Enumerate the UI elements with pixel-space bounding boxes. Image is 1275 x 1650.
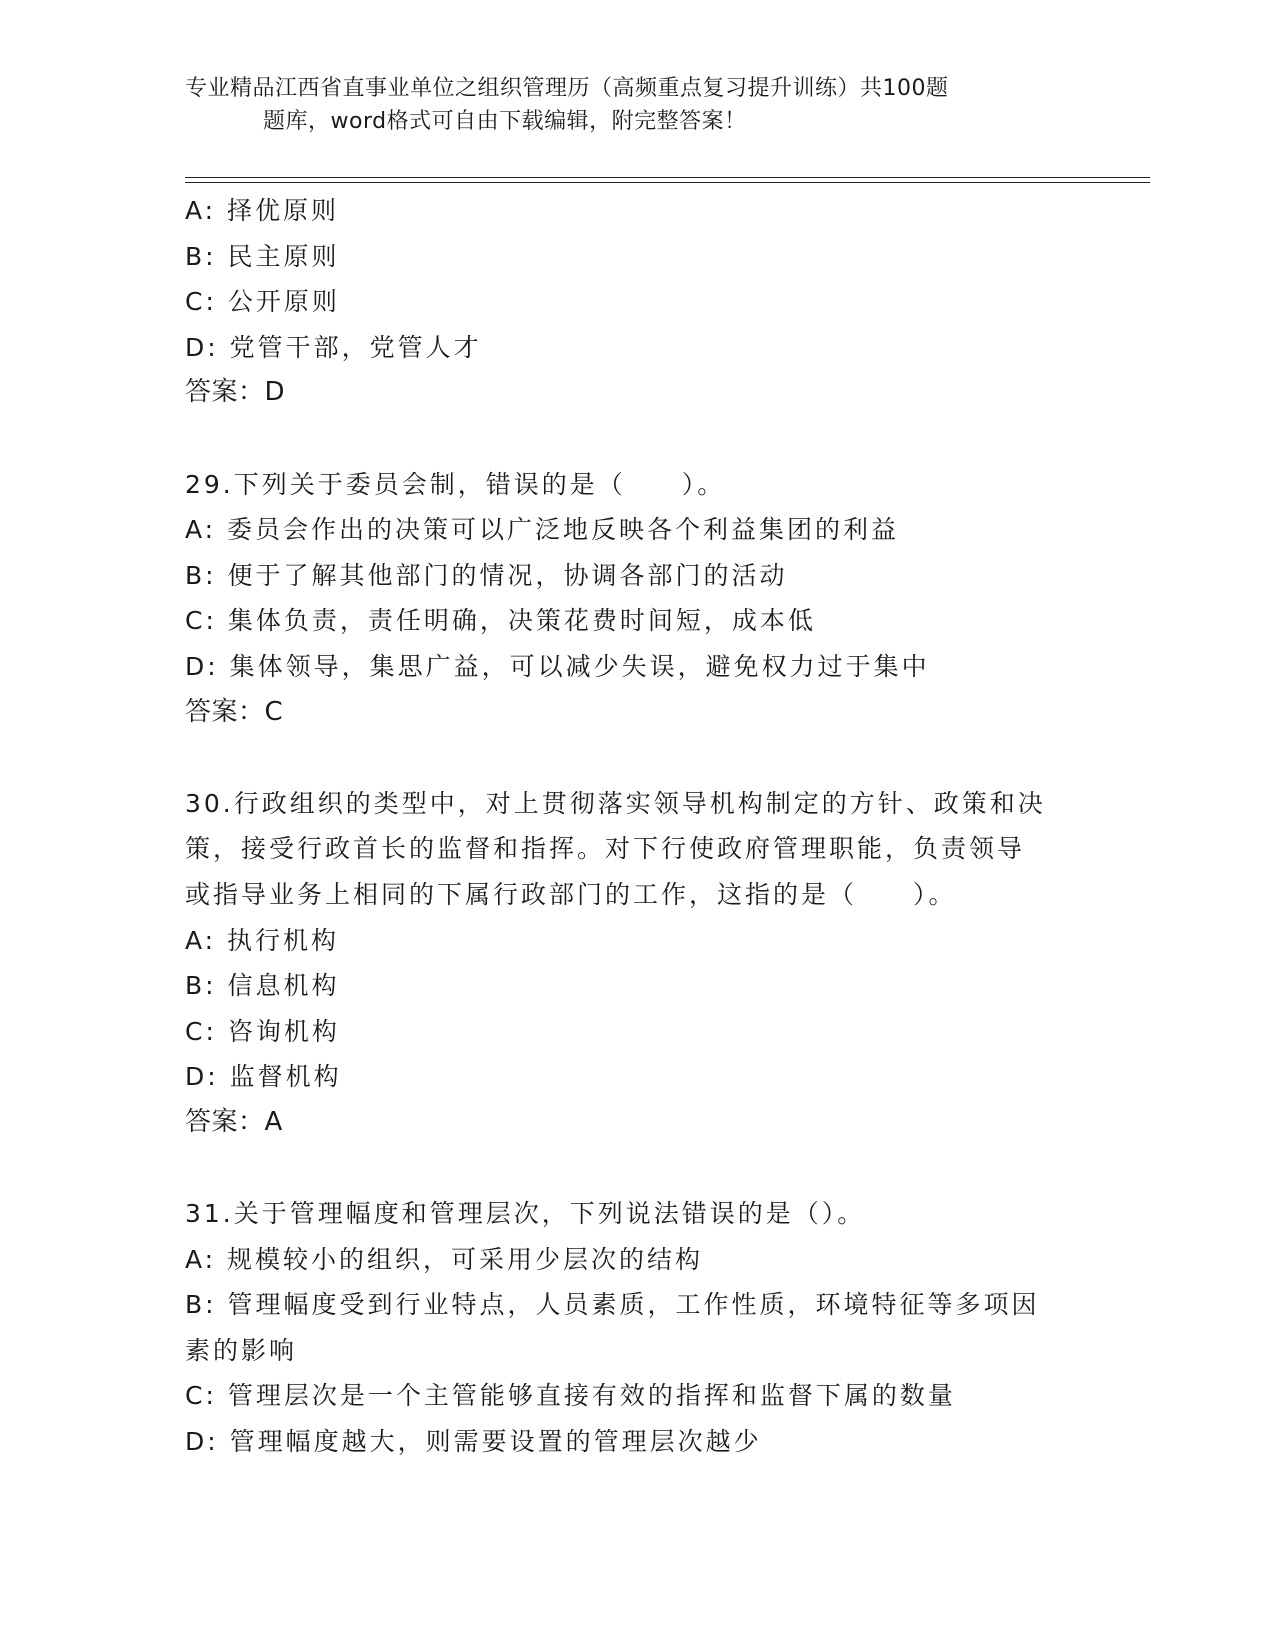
question-block-29 (185, 462, 1085, 736)
question-block-31 (185, 1191, 1085, 1465)
answer-line: 答案：D (185, 377, 286, 408)
header-title-line2: 题库，word格式可自由下载编辑，附完整答案！ (263, 109, 747, 134)
question-text: 31.关于管理幅度和管理层次，下列说法错误的是（）。 (185, 1199, 866, 1229)
answer-line: 答案：C (185, 696, 284, 727)
spacer (185, 1145, 1085, 1191)
option-c: C: 咨询机构 (185, 1016, 340, 1046)
spacer (185, 416, 1085, 462)
question-block-30 (185, 781, 1085, 1146)
option-b: B: 信息机构 (185, 971, 340, 1001)
option-a: A: 择优原则 (185, 196, 340, 225)
option-b: B: 管理幅度受到行业特点，人员素质，工作性质，环境特征等多项因 (185, 1290, 1040, 1320)
option-a: A: 规模较小的组织，可采用少层次的结构 (185, 1244, 704, 1274)
option-d: D: 管理幅度越大，则需要设置的管理层次越少 (185, 1427, 762, 1457)
option-d: D: 集体领导，集思广益，可以减少失误，避免权力过于集中 (185, 651, 930, 681)
option-c: C: 集体负责，责任明确，决策花费时间短，成本低 (185, 606, 816, 636)
header-title-line1: 专业精品江西省直事业单位之组织管理历（高频重点复习提升训练）共100题 (185, 76, 949, 101)
spacer (185, 735, 1085, 781)
question-list (185, 188, 1085, 1465)
question-text-line-3: 或指导业务上相同的下属行政部门的工作，这指的是（ ）。 (185, 879, 957, 909)
option-c: C: 公开原则 (185, 287, 340, 317)
header-divider-bottom (185, 182, 1150, 183)
option-b: B: 便于了解其他部门的情况，协调各部门的活动 (185, 560, 788, 590)
question-text-line-1: 30.行政组织的类型中，对上贯彻落实领导机构制定的方针、政策和决 (185, 788, 1046, 818)
question-text: 29.下列关于委员会制，错误的是（ ）。 (185, 469, 726, 499)
option-c: C: 管理层次是一个主管能够直接有效的指挥和监督下属的数量 (185, 1381, 956, 1411)
option-d: D: 党管干部，党管人才 (185, 332, 482, 362)
option-d: D: 监督机构 (185, 1062, 342, 1092)
option-b: B: 民主原则 (185, 241, 340, 271)
option-a: A: 委员会作出的决策可以广泛地反映各个利益集团的利益 (185, 515, 900, 545)
option-b-continued: 素的影响 (185, 1335, 298, 1365)
document-header (185, 72, 1085, 138)
answer-line: 答案：A (185, 1106, 283, 1137)
header-divider-top (185, 177, 1150, 178)
option-a: A: 执行机构 (185, 925, 340, 955)
question-block-28 (185, 188, 1085, 416)
question-text-line-2: 策，接受行政首长的监督和指挥。对下行使政府管理职能，负责领导 (185, 834, 1026, 864)
